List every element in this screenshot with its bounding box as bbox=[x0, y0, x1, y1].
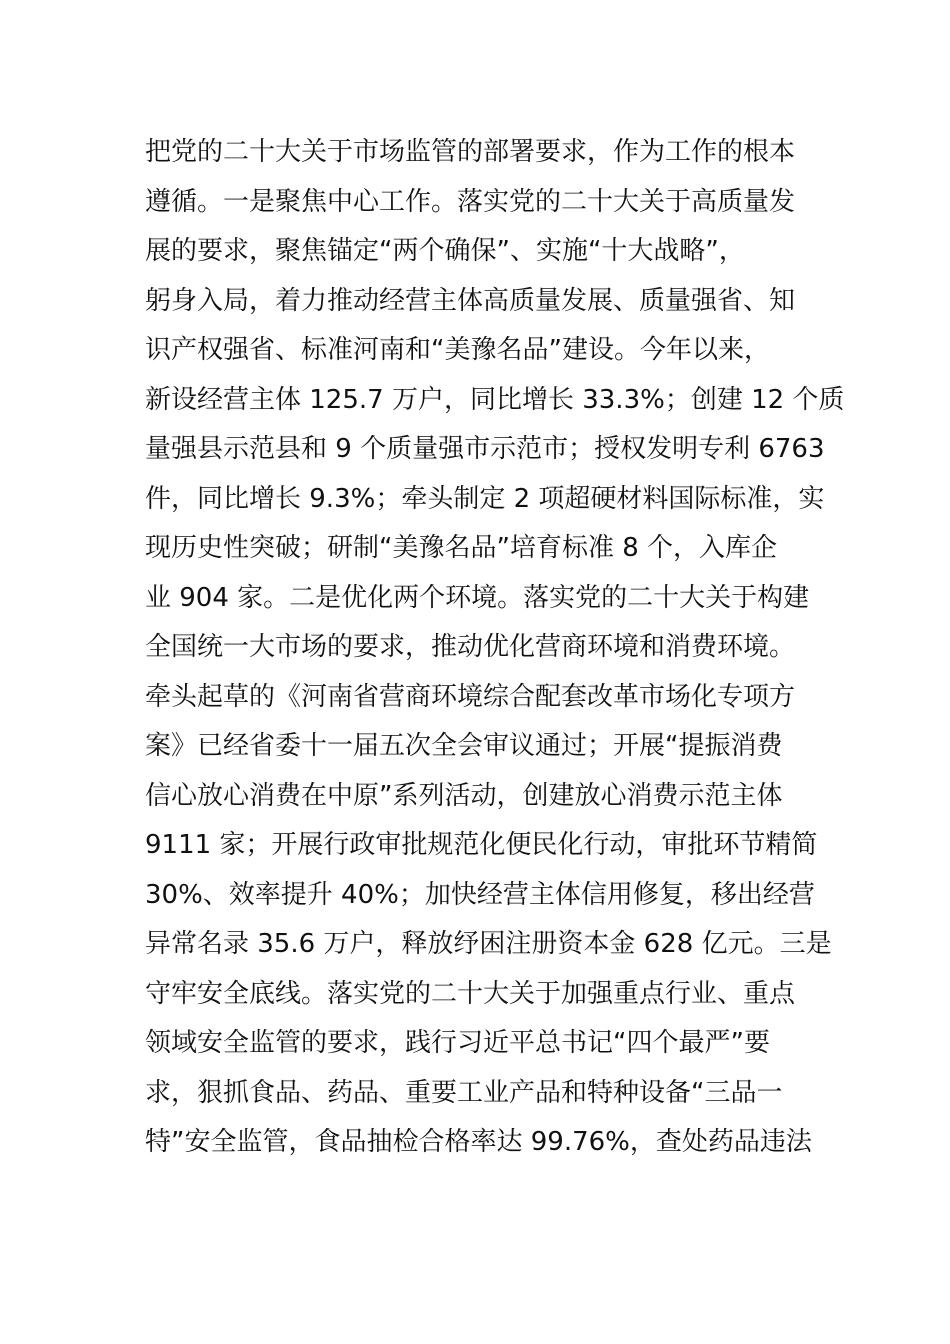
text-line: 牵头起草的《河南省营商环境综合配套改革市场化专项方 bbox=[145, 681, 796, 712]
text-line: 件，同比增长 9.3%；牵头制定 2 项超硬材料国际标准，实 bbox=[145, 483, 825, 514]
text-line: 30%、效率提升 40%；加快经营主体信用修复，移出经营 bbox=[145, 879, 815, 910]
text-line: 守牢安全底线。落实党的二十大关于加强重点行业、重点 bbox=[145, 978, 796, 1009]
body-paragraph bbox=[145, 128, 845, 1168]
text-line: 求，狠抓食品、药品、重要工业产品和特种设备“三品一 bbox=[145, 1077, 783, 1108]
text-line: 现历史性突破；研制“美豫名品”培育标准 8 个，入库企 bbox=[145, 533, 778, 563]
text-line: 新设经营主体 125.7 万户，同比增长 33.3%；创建 12 个质 bbox=[145, 384, 845, 415]
text-line: 领域安全监管的要求，践行习近平总书记“四个最严”要 bbox=[145, 1028, 770, 1058]
text-line: 遵循。一是聚焦中心工作。落实党的二十大关于高质量发 bbox=[145, 186, 796, 217]
text-line: 业 904 家。二是优化两个环境。落实党的二十大关于构建 bbox=[145, 582, 810, 613]
text-line: 把党的二十大关于市场监管的部署要求，作为工作的根本 bbox=[145, 137, 796, 167]
text-line: 展的要求，聚焦锚定“两个确保”、实施“十大战略”， bbox=[145, 236, 745, 266]
text-line: 识产权强省、标准河南和“美豫名品”建设。今年以来， bbox=[145, 335, 770, 365]
text-line: 特”安全监管，食品抽检合格率达 99.76%，查处药品违法 bbox=[145, 1127, 812, 1157]
text-line: 9111 家；开展行政审批规范化便民化行动，审批环节精简 bbox=[145, 830, 818, 860]
text-line: 躬身入局，着力推动经营主体高质量发展、质量强省、知 bbox=[145, 285, 796, 316]
text-line: 量强县示范县和 9 个质量强市示范市；授权发明专利 6763 bbox=[145, 434, 825, 464]
text-line: 案》已经省委十一届五次全会审议通过；开展“提振消费 bbox=[145, 731, 783, 761]
text-line: 信心放心消费在中原”系列活动，创建放心消费示范主体 bbox=[145, 780, 783, 811]
text-line: 全国统一大市场的要求，推动优化营商环境和消费环境。 bbox=[145, 632, 796, 662]
text-line: 异常名录 35.6 万户，释放纾困注册资本金 628 亿元。三是 bbox=[145, 929, 832, 959]
